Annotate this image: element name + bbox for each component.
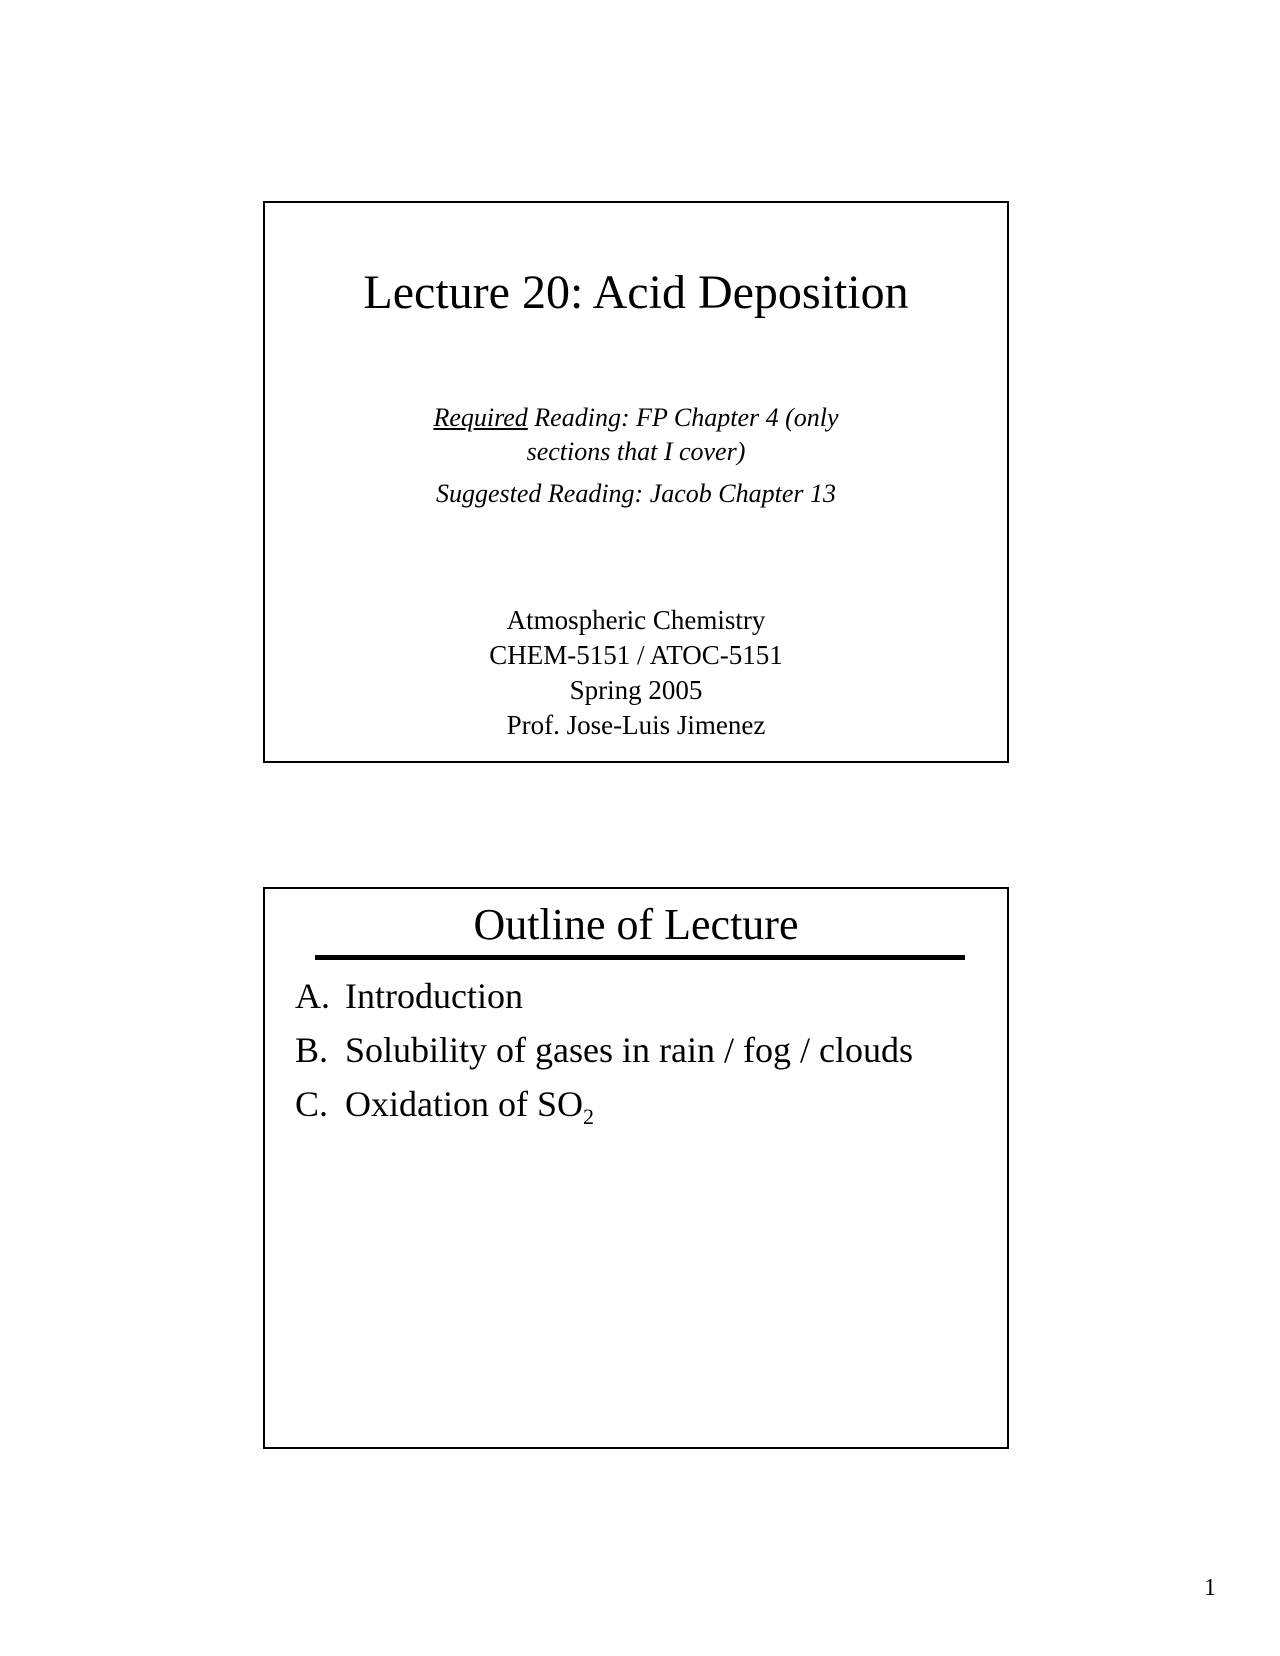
title-divider [315, 955, 965, 960]
subscript: 2 [583, 1104, 594, 1129]
outline-title: Outline of Lecture [473, 900, 799, 949]
required-reading-line1 [265, 401, 1007, 435]
professor-name: Prof. Jose-Luis Jimenez [506, 710, 766, 740]
outline-list [295, 969, 913, 1131]
outline-item-letter: B. [295, 1030, 329, 1070]
slide-title [263, 201, 1009, 763]
course-name: Atmospheric Chemistry [506, 605, 766, 635]
outline-item-letter: A. [295, 976, 330, 1016]
course-codes: CHEM-5151 / ATOC-5151 [489, 640, 783, 670]
required-reading-text: Reading: FP Chapter 4 (only [527, 403, 839, 432]
suggested-reading: Suggested Reading: Jacob Chapter 13 [435, 479, 837, 508]
outline-item-text: Introduction [345, 976, 523, 1016]
outline-item-oxidation [295, 1077, 913, 1131]
outline-item-solubility [295, 1023, 913, 1077]
required-label: Required [433, 403, 528, 432]
lecture-title: Lecture 20: Acid Deposition [363, 266, 909, 319]
slide-outline [263, 887, 1009, 1449]
outline-item-text: Oxidation of SO [345, 1084, 583, 1124]
required-reading-line2: sections that I cover) [526, 437, 746, 466]
outline-item-text: Solubility of gases in rain / fog / clouds [345, 1030, 913, 1070]
outline-item-letter: C. [295, 1084, 329, 1124]
page-number: 1 [1204, 1575, 1216, 1601]
outline-item-introduction [295, 969, 913, 1023]
course-term: Spring 2005 [569, 675, 703, 705]
